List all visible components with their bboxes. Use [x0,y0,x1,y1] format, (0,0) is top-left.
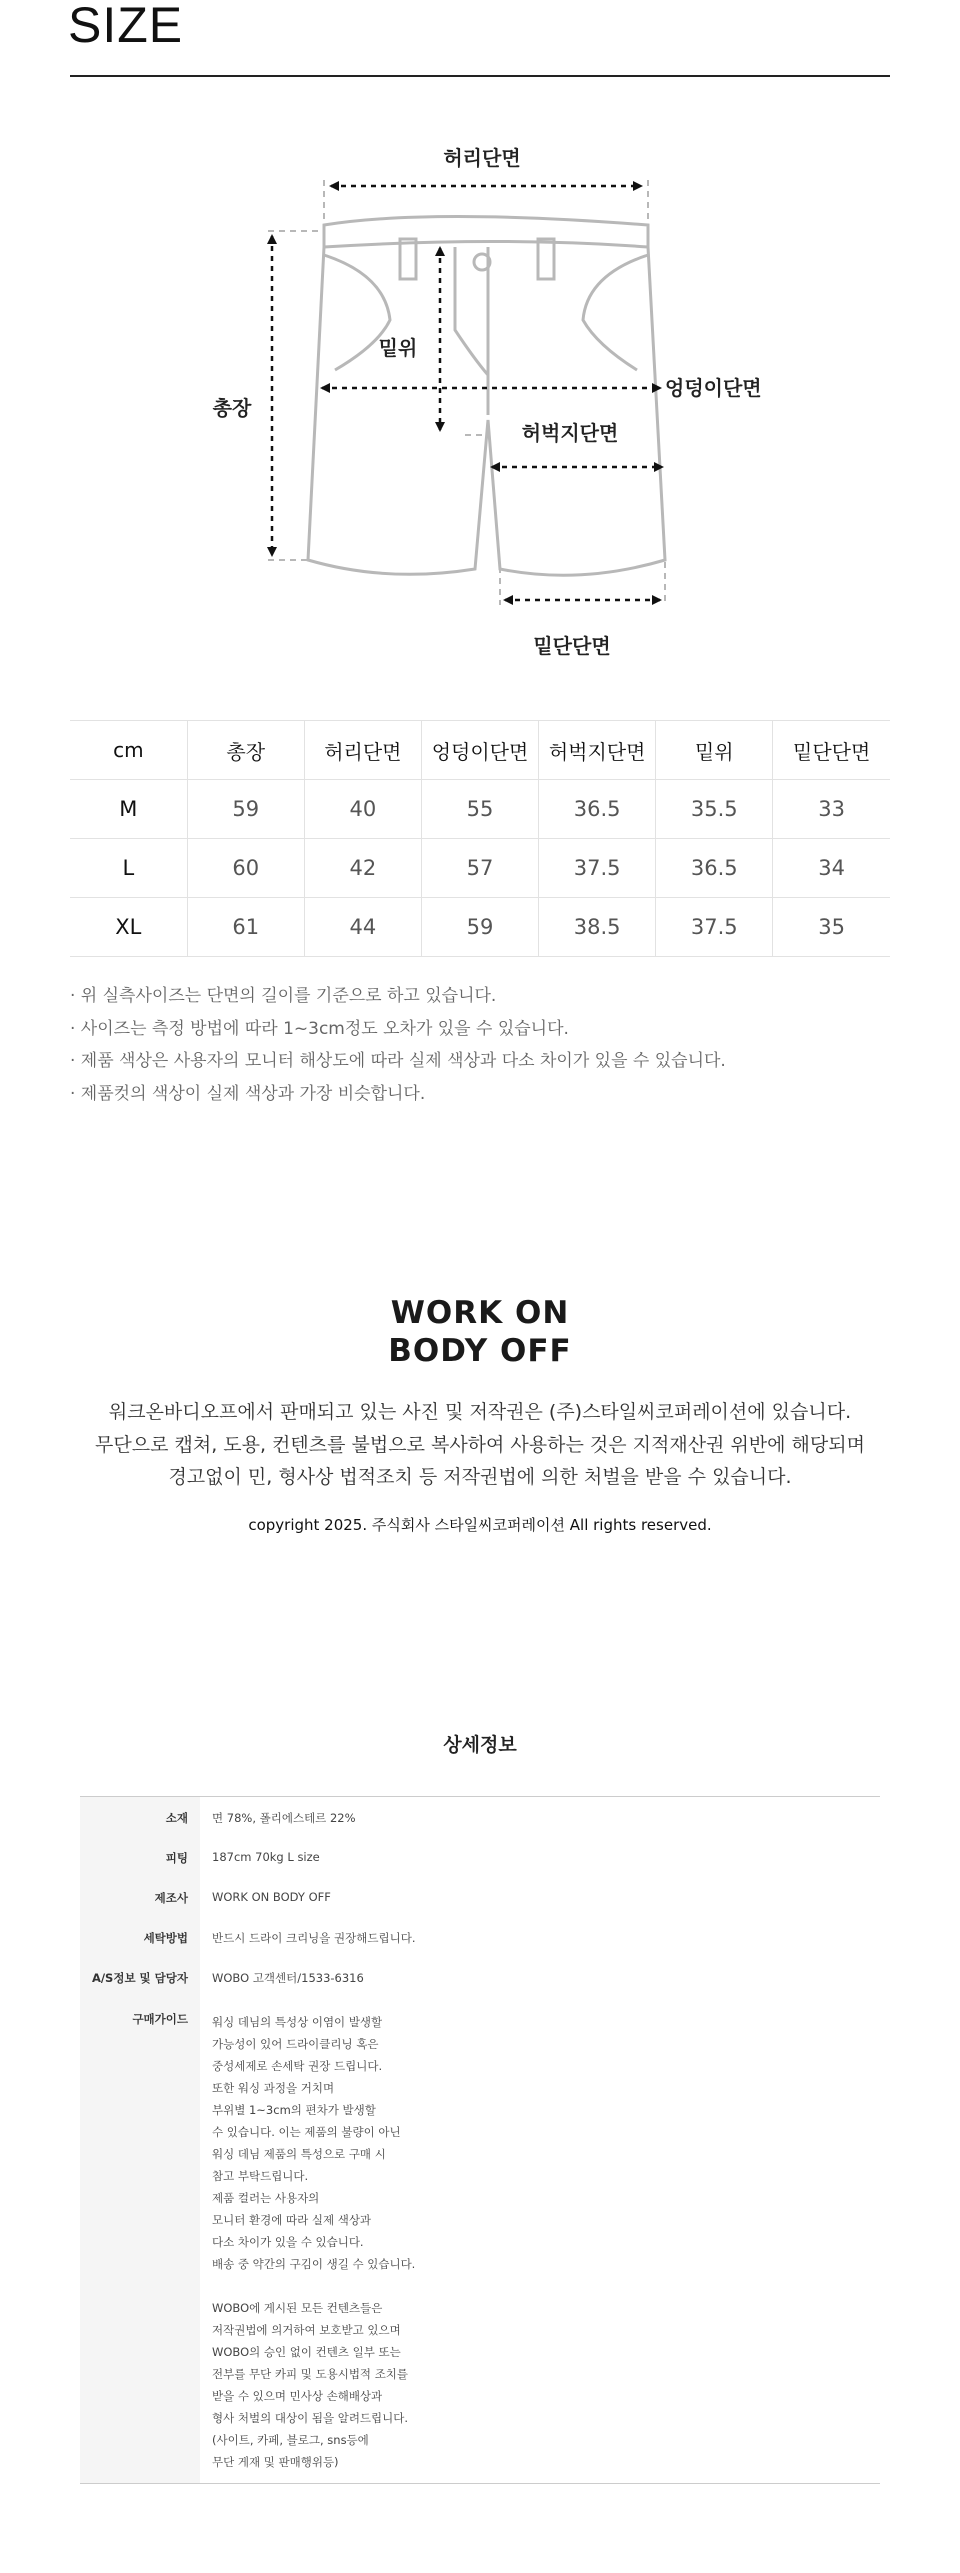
copyright-notice-line: 무단으로 캡쳐, 도용, 컨텐츠를 불법으로 복사하여 사용하는 것은 지적재산권 위반에 해당되며 [95,1433,865,1456]
header-cell-waist: 허리단면 [304,721,421,780]
copyright-line: copyright 2025. 주식회사 스타일씨코퍼레이션 All rights reserved. [248,1515,712,1534]
detail-label: A/S정보 및 담당자 [80,1957,200,1997]
detail-value: WOBO 고객센터/1533-6316 [212,1970,364,1985]
detail-value: 면 78%, 폴리에스테르 22% [212,1811,356,1825]
table-cell: 60 [187,839,304,898]
hip-label: 엉덩이단면 [665,376,762,400]
header-cell-thigh: 허벅지단면 [539,721,656,780]
copyright-notice [0,1396,960,1494]
rise-label: 밑위 [378,336,418,360]
detail-row-as-info [80,1957,880,1997]
size-label-cell: L [70,839,187,898]
guide-line: 배송 중 약간의 구김이 생길 수 있습니다. [212,2256,416,2271]
guide-line: WOBO의 승인 없이 컨텐츠 일부 또는 [212,2344,401,2359]
brand-logo-line: WORK ON [390,1295,570,1331]
guide-line: 워싱 데님의 특성상 이염이 발생할 [212,2014,383,2029]
guide-line: 다소 차이가 있을 수 있습니다. [212,2234,364,2249]
guide-line: 참고 부탁드립니다. [212,2168,309,2183]
brand-logo [0,1294,960,1370]
note-item: · 제품컷의 색상이 실제 색상과 가장 비슷합니다. [70,1083,426,1104]
guide-line: 수 있습니다. 이는 제품의 불량이 아닌 [212,2124,401,2139]
table-cell: 37.5 [539,839,656,898]
table-cell: 44 [304,898,421,957]
copyright-notice-line: 경고없이 민, 형사상 법적조치 등 저작권법에 의한 처벌을 받을 수 있습니다. [168,1466,792,1488]
length-label: 총장 [212,396,252,420]
guide-line: (사이트, 카페, 블로그, sns등에 [212,2432,369,2447]
detail-value: WORK ON BODY OFF [212,1889,331,1904]
guide-line [212,2275,880,2297]
detail-value: 반드시 드라이 크리닝을 권장해드립니다. [212,1930,416,1945]
size-table-header-row [70,721,890,780]
size-notes [70,980,890,1110]
header-cell-hem: 밑단단면 [773,721,890,780]
detail-info-title: 상세정보 [443,1734,517,1756]
guide-line: 워싱 데님 제품의 특성으로 구매 시 [212,2146,386,2161]
header-cell-unit: cm [70,721,187,780]
guide-line: 또한 워싱 과정을 거치며 [212,2080,335,2095]
table-cell: 38.5 [539,898,656,957]
copyright-notice-line: 워크온바디오프에서 판매되고 있는 사진 및 저작권은 (주)스타일씨코퍼레이션에 있습니다. [108,1401,852,1423]
guide-line: 형사 처벌의 대상이 됨을 알려드립니다. [212,2410,409,2425]
detail-label: 피팅 [80,1837,200,1877]
guide-line: 제품 컬러는 사용자의 [212,2190,320,2205]
table-cell: 57 [421,839,538,898]
detail-row-material [80,1797,880,1837]
guide-line: 가능성이 있어 드라이클리닝 혹은 [212,2036,379,2051]
table-cell: 37.5 [656,898,773,957]
size-table [70,720,890,957]
guide-line: 부위별 1~3cm의 편차가 발생할 [212,2102,376,2117]
note-item: · 위 실측사이즈는 단면의 길이를 기준으로 하고 있습니다. [70,986,497,1006]
shorts-size-diagram [200,135,820,675]
size-label-cell: M [70,780,187,839]
detail-label: 구매가이드 [80,1997,200,2484]
waist-label: 허리단면 [443,146,521,170]
guide-line: 모니터 환경에 따라 실제 색상과 [212,2212,372,2227]
brand-logo-line: BODY OFF [388,1333,572,1369]
detail-row-fitting [80,1837,880,1877]
size-section-title: SIZE [68,0,184,53]
table-cell: 35 [773,898,890,957]
guide-line: 저작권법에 의거하여 보호받고 있으며 [212,2322,401,2337]
table-cell: 34 [773,839,890,898]
detail-label: 세탁방법 [80,1917,200,1957]
guide-line: 받을 수 있으며 민사상 손해배상과 [212,2388,383,2403]
section-divider [70,75,890,77]
guide-line: 중성세제로 손세탁 권장 드립니다. [212,2058,383,2073]
detail-label: 소재 [80,1797,200,1837]
detail-row-manufacturer [80,1877,880,1917]
table-cell: 42 [304,839,421,898]
detail-info-table [80,1796,880,2484]
guide-line: 전부를 무단 카피 및 도용시법적 조치를 [212,2366,409,2381]
guide-line: 무단 게재 및 판매행위등) [212,2454,339,2469]
table-cell: 61 [187,898,304,957]
table-cell: 55 [421,780,538,839]
header-cell-rise: 밑위 [656,721,773,780]
hem-label: 밑단단면 [533,634,611,658]
size-label-cell: XL [70,898,187,957]
detail-label: 제조사 [80,1877,200,1917]
note-item: · 사이즈는 측정 방법에 따라 1~3cm정도 오차가 있을 수 있습니다. [70,1018,569,1039]
table-cell: 35.5 [656,780,773,839]
header-cell-length: 총장 [187,721,304,780]
table-row [70,780,890,839]
table-cell: 59 [421,898,538,957]
header-cell-hip: 엉덩이단면 [421,721,538,780]
shorts-outline [308,217,665,576]
table-cell: 36.5 [539,780,656,839]
note-item: · 제품 색상은 사용자의 모니터 해상도에 따라 실제 색상과 다소 차이가 있을 수 있습니다. [70,1051,726,1071]
table-row [70,839,890,898]
shorts-diagram-svg [200,135,820,675]
table-cell: 59 [187,780,304,839]
brand-notice [0,1294,960,1535]
detail-row-purchase-guide [80,1997,880,2484]
thigh-label: 허벅지단면 [521,421,619,445]
purchase-guide-text [200,1997,880,2484]
guide-line: WOBO에 게시된 모든 컨텐츠들은 [212,2300,383,2315]
detail-value: 187cm 70kg L size [212,1849,320,1864]
table-cell: 40 [304,780,421,839]
table-cell: 36.5 [656,839,773,898]
detail-row-washing [80,1917,880,1957]
table-cell: 33 [773,780,890,839]
table-row [70,898,890,957]
